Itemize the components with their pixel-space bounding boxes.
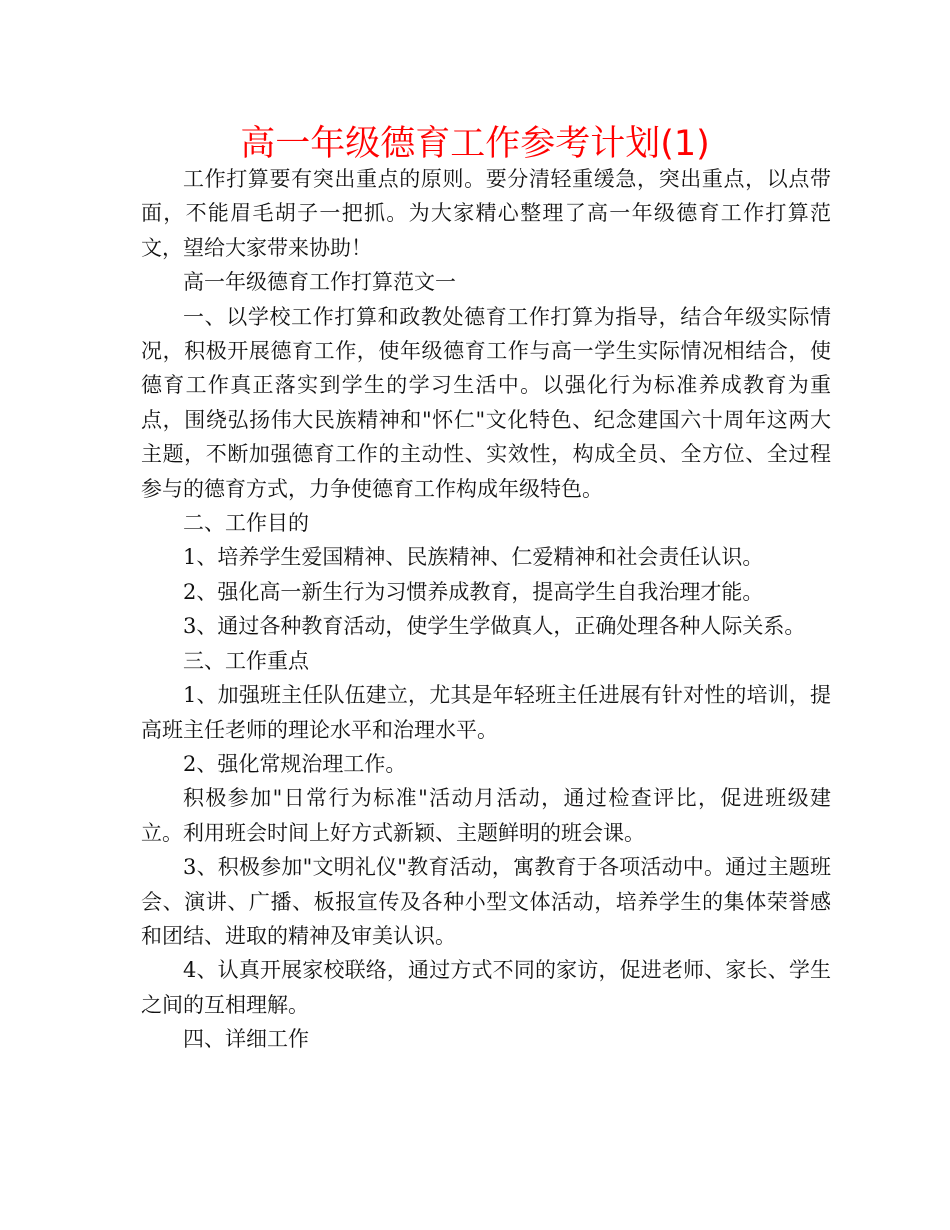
section-heading: 高一年级德育工作打算范文一: [183, 270, 456, 295]
document-body: [141, 162, 831, 1057]
list-item: 1、加强班主任队伍建立，尤其是年轻班主任进展有针对性的培训，提高班主任老师的理论水平和治理水平。: [141, 683, 831, 742]
list-item: 2、强化高一新生行为习惯养成教育，提高学生自我治理才能。: [183, 579, 764, 604]
list-item: 2、强化常规治理工作。: [183, 751, 407, 776]
section-heading: 四、详细工作: [183, 1027, 309, 1052]
section-heading: 三、工作重点: [183, 648, 309, 673]
list-item: 1、培养学生爱国精神、民族精神、仁爱精神和社会责任认识。: [183, 545, 764, 570]
document-title: 高一年级德育工作参考计划(1): [240, 124, 710, 164]
list-item: 4、认真开展家校联络，通过方式不同的家访，促进老师、家长、学生之间的互相理解。: [141, 958, 831, 1017]
list-item: 3、积极参加"文明礼仪"教育活动，寓教育于各项活动中。通过主题班会、演讲、广播、板报宣传及各种小型文体活动，培养学生的集体荣誉感和团结、进取的精神及审美认识。: [141, 855, 831, 948]
body-paragraph: 积极参加"日常行为标准"活动月活动，通过检查评比，促进班级建立。利用班会时间上好方式新颖、主题鲜明的班会课。: [141, 786, 831, 845]
section-heading: 二、工作目的: [183, 511, 309, 536]
body-paragraph: 一、以学校工作打算和政教处德育工作打算为指导，结合年级实际情况，积极开展德育工作，使年级德育工作与高一学生实际情况相结合，使德育工作真正落实到学生的学习生活中。以强化行为标准养成教育为重点，围绕弘扬伟大民族精神和"怀仁"文化特色、纪念建国六十周年这两大主题，不断加强德育工作的主动性、实效性，构成全员、全方位、全过程参与的德育方式，力争使德育工作构成年级特色。: [141, 304, 831, 501]
list-item: 3、通过各种教育活动，使学生学做真人，正确处理各种人际关系。: [183, 614, 806, 639]
intro-paragraph: 工作打算要有突出重点的原则。要分清轻重缓急，突出重点，以点带面，不能眉毛胡子一把抓。为大家精心整理了高一年级德育工作打算范文，望给大家带来协助！: [141, 167, 831, 260]
